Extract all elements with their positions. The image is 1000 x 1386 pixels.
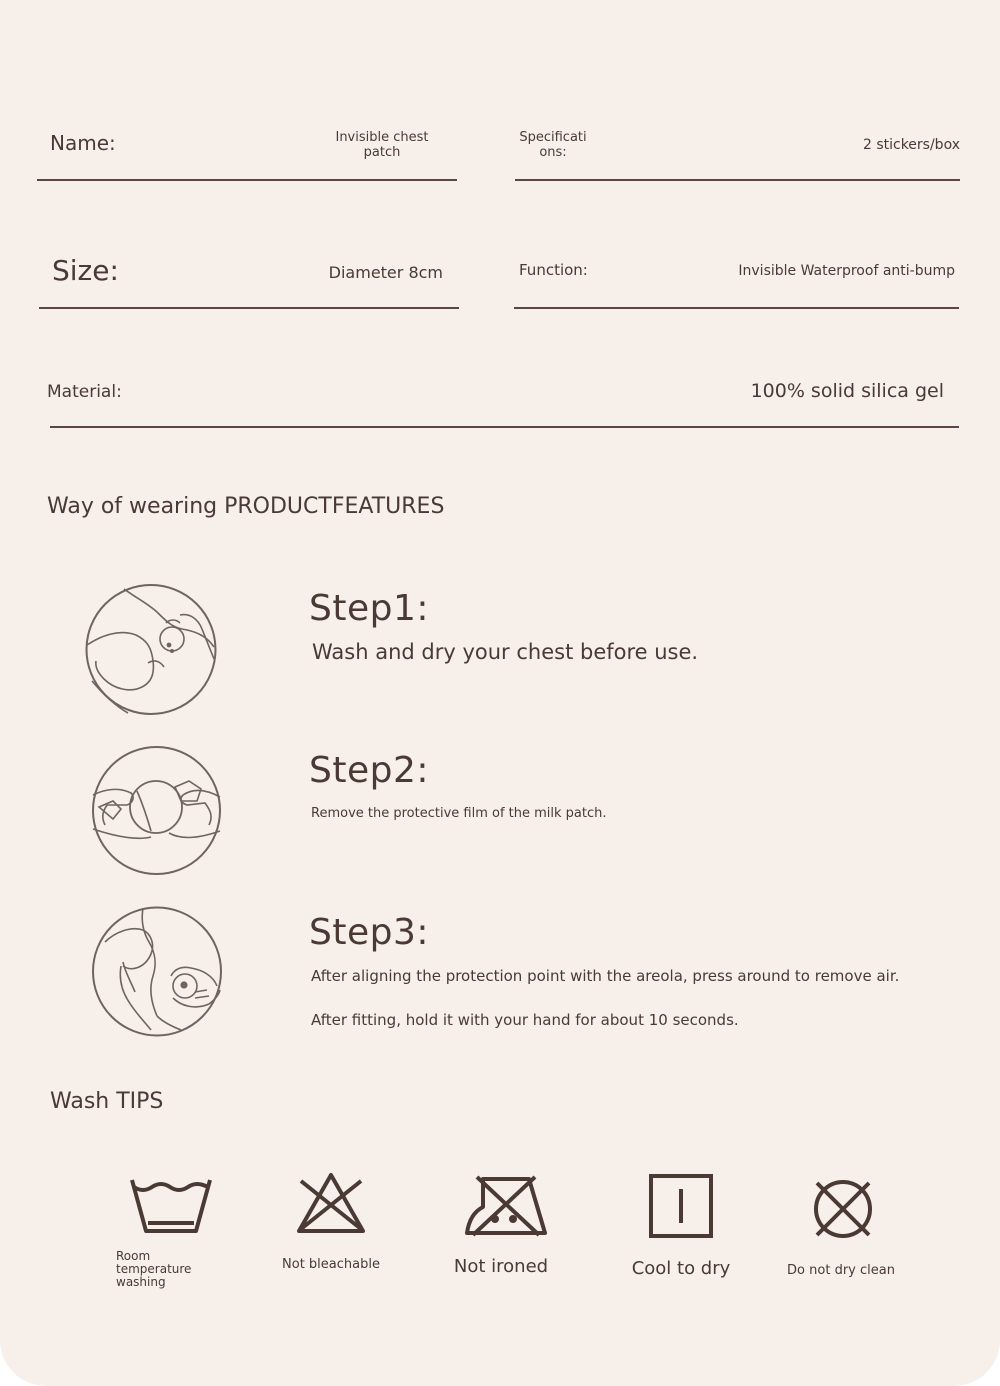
peel-film-icon xyxy=(91,745,222,876)
wash-section-title: Wash TIPS xyxy=(50,1089,164,1114)
step1-title: Step1: xyxy=(309,588,429,629)
name-rule xyxy=(37,179,457,181)
material-label: Material: xyxy=(47,382,122,402)
no-dry-clean-icon xyxy=(811,1177,875,1241)
wash-tub-icon xyxy=(128,1175,214,1237)
no-iron-icon xyxy=(463,1173,549,1237)
wash-tip-4-label: Cool to dry xyxy=(631,1258,731,1279)
step3-title: Step3: xyxy=(309,912,429,953)
wash-tip-1-label: Room temperature washing xyxy=(116,1249,192,1289)
specifications-label: Specifications: xyxy=(519,130,587,160)
step2-title: Step2: xyxy=(309,750,429,791)
specifications-rule xyxy=(515,179,960,181)
step1-line1: Wash and dry your chest before use. xyxy=(312,640,699,664)
material-rule xyxy=(50,426,959,428)
press-patch-icon xyxy=(91,906,223,1037)
specifications-value: 2 stickers/box xyxy=(862,137,960,153)
step2-line1: Remove the protective film of the milk patch. xyxy=(311,806,607,821)
material-value: 100% solid silica gel xyxy=(750,380,944,402)
name-value: Invisible chest patch xyxy=(335,130,429,160)
wash-tip-2-label: Not bleachable xyxy=(282,1257,380,1272)
no-bleach-icon xyxy=(295,1171,367,1235)
line-dry-icon xyxy=(648,1173,714,1239)
size-rule xyxy=(39,307,459,309)
size-value: Diameter 8cm xyxy=(328,263,443,282)
wash-tip-5-label: Do not dry clean xyxy=(787,1263,895,1278)
step3-line2: After fitting, hold it with your hand for about 10 seconds. xyxy=(311,1011,739,1029)
size-label: Size: xyxy=(52,254,119,287)
step3-line1: After aligning the protection point with the areola, press around to remove air. xyxy=(311,967,900,985)
function-rule xyxy=(514,307,959,309)
function-label: Function: xyxy=(519,261,588,279)
chest-touch-icon xyxy=(84,583,218,716)
name-label: Name: xyxy=(50,131,116,155)
function-value: Invisible Waterproof anti-bump xyxy=(738,263,955,279)
wash-tip-3-label: Not ironed xyxy=(453,1256,549,1277)
wearing-section-title: Way of wearing PRODUCTFEATURES xyxy=(47,494,445,519)
